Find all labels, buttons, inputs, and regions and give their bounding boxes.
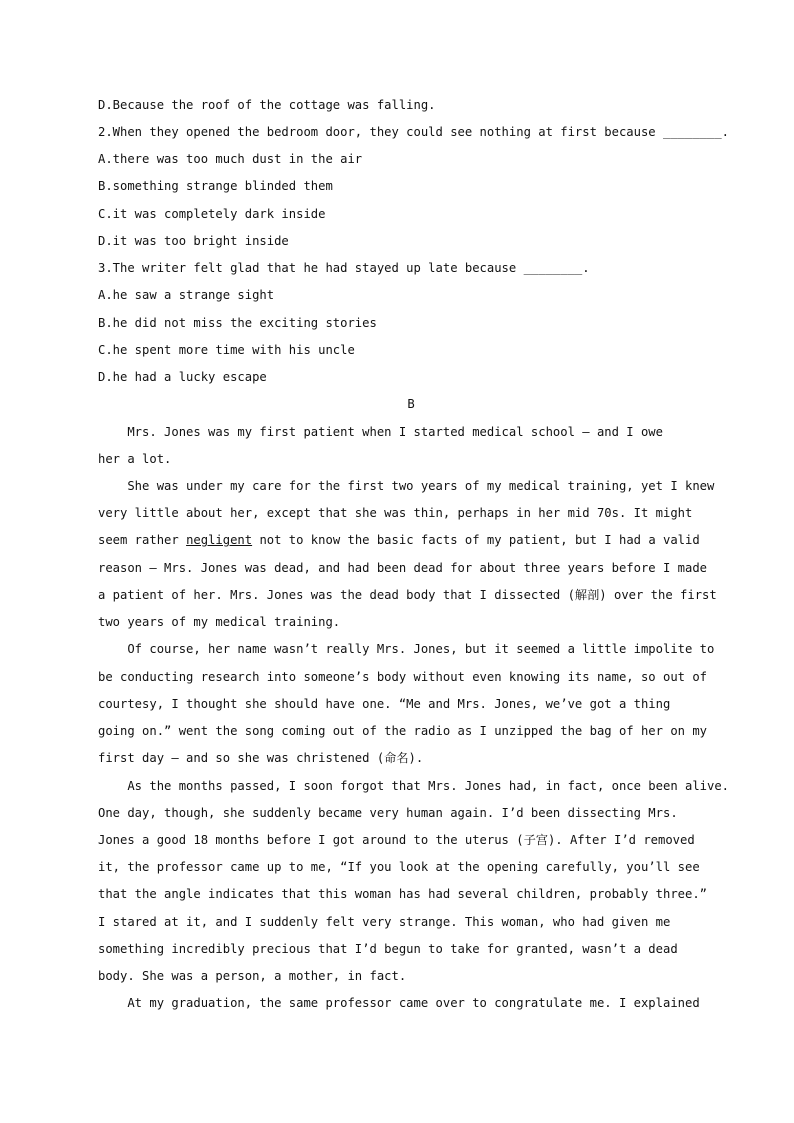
passage-line: be conducting research into someone’s body without even knowing its name, so out of xyxy=(98,670,708,684)
passage-line: her a lot. xyxy=(98,452,172,466)
passage-line: One day, though, she suddenly became very human again. I’d been dissecting Mrs. xyxy=(98,806,678,820)
passage-line: that the angle indicates that this woman has had several children, probably three.” xyxy=(98,887,708,901)
passage-line: it, the professor came up to me, “If you look at the opening carefully, you’ll see xyxy=(98,860,700,874)
passage-line: body. She was a person, a mother, in fact. xyxy=(98,969,407,983)
q1-option-d: D.Because the roof of the cottage was falling. xyxy=(98,98,436,112)
text-after-vocab-word: not to know the basic facts of my patient, but I had a valid xyxy=(252,533,700,547)
passage-line: two years of my medical training. xyxy=(98,615,341,629)
q2-stem: 2.When they opened the bedroom door, they could see nothing at first because ________. xyxy=(98,125,730,139)
passage-line: very little about her, except that she was thin, perhaps in her mid 70s. It might xyxy=(98,506,693,520)
passage-line: first day — and so she was christened (命名). xyxy=(98,751,424,765)
passage-line: Mrs. Jones was my first patient when I started medical school — and I owe xyxy=(98,425,663,439)
q2-option-b: B.something strange blinded them xyxy=(98,179,333,193)
passage-line: a patient of her. Mrs. Jones was the dead body that I dissected (解剖) over the first xyxy=(98,588,717,602)
passage-line: courtesy, I thought she should have one. “Me and Mrs. Jones, we’ve got a thing xyxy=(98,697,671,711)
passage-heading: B xyxy=(407,397,415,411)
passage-line: She was under my care for the first two years of my medical training, yet I knew xyxy=(98,479,715,493)
passage-line: At my graduation, the same professor came over to congratulate me. I explained xyxy=(98,996,700,1010)
q2-option-d: D.it was too bright inside xyxy=(98,234,289,248)
text-before-vocab-word: seem rather xyxy=(98,533,187,547)
q3-option-a: A.he saw a strange sight xyxy=(98,288,275,302)
passage-line: reason — Mrs. Jones was dead, and had been dead for about three years before I made xyxy=(98,561,708,575)
passage-line-negligent xyxy=(98,532,700,548)
q3-option-b: B.he did not miss the exciting stories xyxy=(98,316,377,330)
q3-option-d: D.he had a lucky escape xyxy=(98,370,267,384)
underlined-vocab-word: negligent xyxy=(186,533,253,547)
passage-line: As the months passed, I soon forgot that Mrs. Jones had, in fact, once been alive. xyxy=(98,779,730,793)
passage-line: I stared at it, and I suddenly felt very strange. This woman, who had given me xyxy=(98,915,671,929)
q3-stem: 3.The writer felt glad that he had stayed up late because ________. xyxy=(98,261,590,275)
passage-line: Jones a good 18 months before I got around to the uterus (子宫). After I’d removed xyxy=(98,833,695,847)
q2-option-c: C.it was completely dark inside xyxy=(98,207,326,221)
q3-option-c: C.he spent more time with his uncle xyxy=(98,343,355,357)
q2-option-a: A.there was too much dust in the air xyxy=(98,152,363,166)
passage-line: going on.” went the song coming out of the radio as I unzipped the bag of her on my xyxy=(98,724,708,738)
passage-line: Of course, her name wasn’t really Mrs. Jones, but it seemed a little impolite to xyxy=(98,642,715,656)
passage-line: something incredibly precious that I’d begun to take for granted, wasn’t a dead xyxy=(98,942,678,956)
